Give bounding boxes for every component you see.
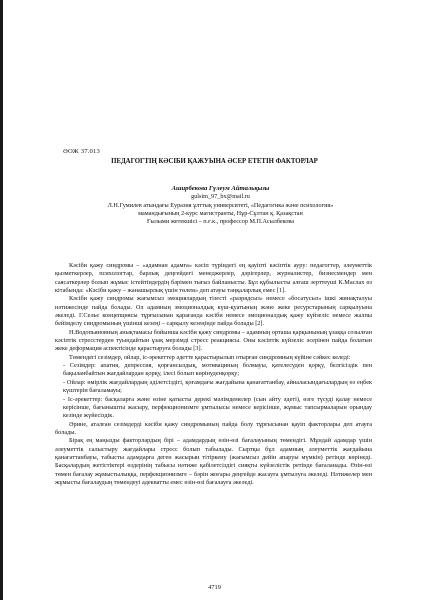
page-number: 4719 xyxy=(208,584,221,591)
article-title: ПЕДАГОГТІҢ КӘСІБИ ҚАЖУЫНА ӘСЕР ЕТЕТІН ФАКТОРЛАР xyxy=(111,158,318,165)
paragraph: Әрине, аталған сезімдерді кәсіби қажу синдромының пайда болу тұрғысынан қауіп факторлары деп атауға болады. xyxy=(55,420,372,436)
article-body xyxy=(55,262,372,487)
paragraph: Кәсіби қажу синдромы жағымсыз эмоциялардың тізесті «разрядсыз» немесе «босатусыз» ішкі жинақталуы нәтижесінде пайда болады. Ол адамның эмоционалдық күш-қуатының және жеке ресурстарының сарқылуына әкеледі. Г.Селье концепциясы тұрғысынан қарағанда кәсіби немесе эмоционалдық қажу күйзеліс немесе жалпы бейімделу синдромының үшінші кезеңі – сарқылу кезеңінде пайда болады [2]. xyxy=(55,295,372,328)
bullet-item: - Сезімдер: апатия, депрессия, қорғансыздық, мотивациның болмауы, қателесуден қорқу, белгісіздік пен бақыланбайтын жағдайлардан қорқу, ілесі болып көрінуденқорқу; xyxy=(63,362,372,378)
paragraph: Кәсіби қажу синдромы – «адамнан адамға» кәсіп түріндегі ең қауіпті кәсіптік ауру: педагогтер, әлеуметтік қызметкерлер, психологтар, барлық деңгейдегі менеджерлер, дәрігерлер, журналистер, бизнесмендер мен саясаткерлер болып жұмыс істейтіндердің бәрімен тығыз байланысты. Бұл құбылысты алғаш зерттеуші К.Маслах өз кітабында: «Кәсіби қажу – жанашырлық үшін төлем» деп атауы таңқаларлық емес [1]. xyxy=(55,262,372,295)
author-block xyxy=(43,185,398,226)
paragraph: Бірақ ең маңызды факторлардың бірі – адамдардың өзін-өзі бағалауының төмендігі. Мұндай адамдар үшін әлеуметтік салыстыру жағдайлары стресс болып табылады. Сыртқы бұл адамның әлеуметтік жағдайына қанағаттанбауы, табысты адамдарға деген жасырын тітіркену (жағымсыз дейін апаруы мүмкін) ретінде көрінеді. Басқалардың жетістіктері өздерінің табысы нәтиже қабілетсіздігі сияқты күйзелістік ретінде бағаланады. Өзін-өзі төмен бағалау жұмыстылыққа, перфекционизмге – бәрін жоғары деңгейде жасауға ұмтылуға әкеледі. Нәтижелер мен жұмысты бағалаудың төмендеуі адекватты емес өзін-өзі бағалауға әкеледі. xyxy=(55,437,372,486)
author-affiliation-1: Л.Н.Гумилев атындағы Еуразия ұлттық университеті, «Педагогика және психология» xyxy=(107,201,334,209)
bullet-item: - Ойлар: өмірлік жағдайлардың әділетсіздігі, қоғамдағы жағдайына қанағаттанбау, айналасындағылардың өз еңбек күштерін бағаламауы; xyxy=(63,378,372,395)
author-email: gulsim_97_bx@mail.ru xyxy=(191,193,250,201)
paragraph: Төмендегі сезімдер, ойлар, іс-әрекеттер әдетте қарастырылып отырған синдромның күйіне сәйкес келеді: xyxy=(69,353,351,361)
supervisor: Ғылыми жетекшісі – п.ғ.к., профессор М.П.Асылбекова xyxy=(146,218,295,226)
author-name: Аширбекова Гүлеум Айтальқызы xyxy=(171,185,270,192)
paragraph: Н.Водопьяновның анықтамасы бойынша кәсіби қажу синдромы – адамның орташа қарқынының ұзаққа созылған кәсіптік стресстерден туындайтын ұзақ мерзімді стресс реакциясы. Оны кәсіптік күйзеліс әсерінен пайда болатын жеке деформация аспектісінде қарастыруға болады [3]. xyxy=(55,328,372,353)
bullet-item: - Іс-әрекеттер: басқаларға және өзіне қатысты дерекі мәлімдемелер (сын айту әдеті), өзге түсуді қалау немесе керісінше, бағынышты жасыру, перфекционизмге ұмтылысы немесе керісінше, жұмыс тапсырмаларын орындау кезінде жүйесіздік. xyxy=(63,395,372,420)
udk-code: ӘОЖ 37.013 xyxy=(63,148,101,155)
author-affiliation-2: мамандығының 2-курс магистранты, Нұр-Сұлтан қ. Қазақстан xyxy=(138,209,303,217)
